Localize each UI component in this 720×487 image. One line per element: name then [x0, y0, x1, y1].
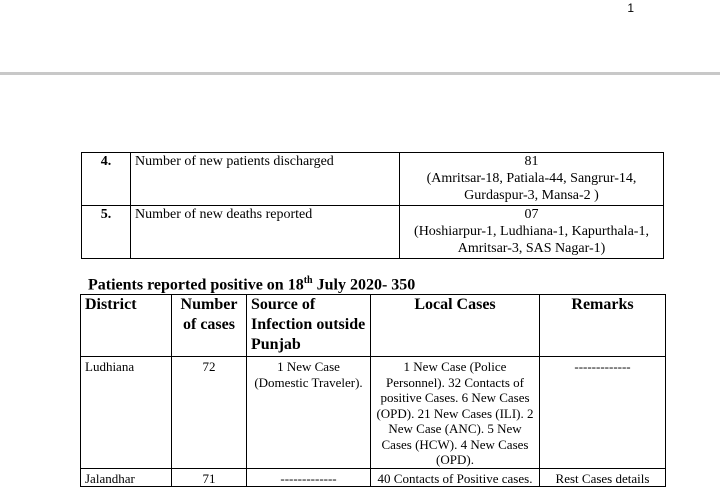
serial-number: 4. — [82, 153, 131, 206]
header-remarks: Remarks — [540, 295, 666, 357]
heading-prefix: Patients reported positive on 18 — [88, 276, 304, 294]
header-divider — [0, 72, 720, 75]
summary-value: 81 — [524, 154, 539, 169]
local-cases-cell: 1 New Case (Police Personnel). 32 Contacts of positive Cases. 6 New Cases (OPD). 21 New Cases (ILI). 2 New Case (ANC). 5 New Cases (HCW). 4 New Cases (OPD). — [371, 357, 540, 469]
summary-table — [81, 152, 664, 259]
summary-item: Number of new deaths reported — [131, 206, 400, 259]
page-number: 1 — [627, 1, 634, 15]
summary-value-cell — [400, 153, 664, 206]
header-number-of-cases: Number of cases — [172, 295, 247, 357]
serial-number: 5. — [82, 206, 131, 259]
table-row — [82, 206, 664, 259]
summary-item: Number of new patients discharged — [131, 153, 400, 206]
table-row — [81, 468, 666, 487]
summary-value-cell — [400, 206, 664, 259]
header-district: District — [81, 295, 172, 357]
heading-superscript: th — [303, 275, 313, 286]
section-heading — [88, 271, 415, 295]
remarks-cell: ------------- — [540, 357, 666, 469]
district-cell: Jalandhar — [81, 468, 172, 487]
summary-detail: (Amritsar-18, Patiala-44, Sangrur-14, Gurdaspur-3, Mansa-2 ) — [426, 171, 637, 203]
header-local-cases: Local Cases — [371, 295, 540, 357]
summary-detail: (Hoshiarpur-1, Ludhiana-1, Kapurthala-1, Amritsar-3, SAS Nagar-1) — [414, 224, 649, 256]
heading-suffix: July 2020- 350 — [312, 276, 416, 294]
number-cell: 71 — [172, 468, 247, 487]
source-cell: 1 New Case (Domestic Traveler). — [247, 357, 371, 469]
remarks-cell: Rest Cases details — [540, 468, 666, 487]
table-row — [81, 357, 666, 469]
cases-table — [80, 294, 666, 487]
source-cell: ------------- — [247, 468, 371, 487]
local-cases-cell: 40 Contacts of Positive cases. — [371, 468, 540, 487]
summary-value: 07 — [524, 207, 539, 222]
district-cell: Ludhiana — [81, 357, 172, 469]
table-header-row — [81, 295, 666, 357]
number-cell: 72 — [172, 357, 247, 469]
table-row — [82, 153, 664, 206]
header-source: Source of Infection outside Punjab — [247, 295, 371, 357]
